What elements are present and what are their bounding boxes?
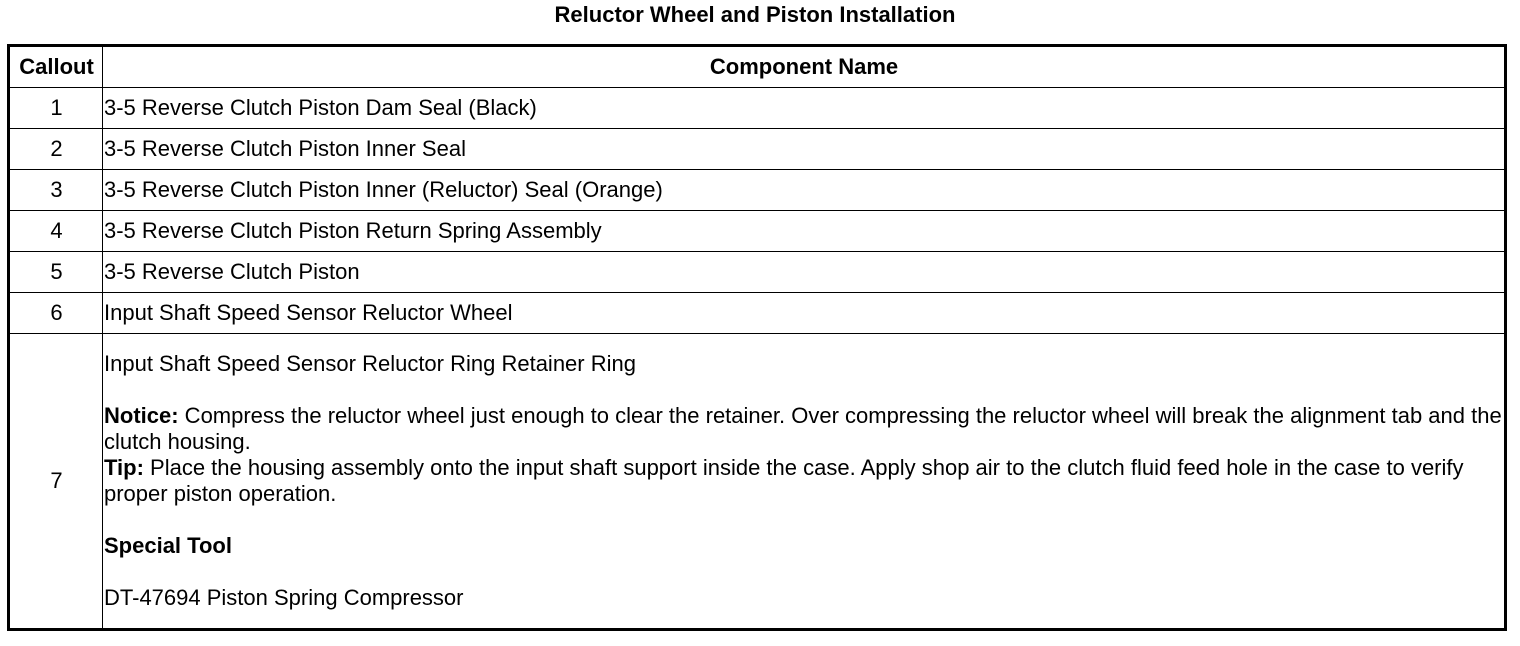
special-tool-heading: Special Tool (104, 533, 232, 558)
callout-number: 4 (9, 211, 103, 252)
callout-number: 5 (9, 252, 103, 293)
tip-label: Tip: (104, 455, 144, 480)
callout-number: 7 (9, 334, 103, 630)
table-row (9, 334, 1506, 630)
table-row (9, 129, 1506, 170)
callout-number: 3 (9, 170, 103, 211)
component-name: 3-5 Reverse Clutch Piston Dam Seal (Black) (103, 88, 1506, 129)
table-row (9, 170, 1506, 211)
tip-text: Place the housing assembly onto the input shaft support inside the case. Apply shop air to the clutch fluid feed hole in the case to verify proper piston operation. (104, 455, 1464, 506)
tip-paragraph (104, 455, 1504, 507)
notice-paragraph (104, 403, 1504, 455)
notice-label: Notice: (104, 403, 179, 428)
table-row (9, 293, 1506, 334)
component-table (7, 44, 1507, 631)
component-name: 3-5 Reverse Clutch Piston (103, 252, 1506, 293)
page-title: Reluctor Wheel and Piston Installation (554, 2, 956, 27)
callout-column-header: Callout (9, 46, 103, 88)
callout-number: 2 (9, 129, 103, 170)
notice-text: Compress the reluctor wheel just enough to clear the retainer. Over compressing the reluctor wheel will break the alignment tab and the clutch housing. (104, 403, 1502, 454)
component-name: 3-5 Reverse Clutch Piston Return Spring Assembly (103, 211, 1506, 252)
component-name: Input Shaft Speed Sensor Reluctor Ring Retainer Ring (104, 351, 636, 376)
component-name: 3-5 Reverse Clutch Piston Inner (Reluctor) Seal (Orange) (103, 170, 1506, 211)
special-tool-name: DT-47694 Piston Spring Compressor (104, 585, 464, 610)
table-row (9, 252, 1506, 293)
component-detail-cell (103, 334, 1506, 630)
component-name-column-header: Component Name (103, 46, 1506, 88)
component-name: 3-5 Reverse Clutch Piston Inner Seal (103, 129, 1506, 170)
table-row (9, 88, 1506, 129)
callout-number: 1 (9, 88, 103, 129)
table-row (9, 211, 1506, 252)
callout-number: 6 (9, 293, 103, 334)
component-name: Input Shaft Speed Sensor Reluctor Wheel (103, 293, 1506, 334)
table-header-row (9, 46, 1506, 88)
